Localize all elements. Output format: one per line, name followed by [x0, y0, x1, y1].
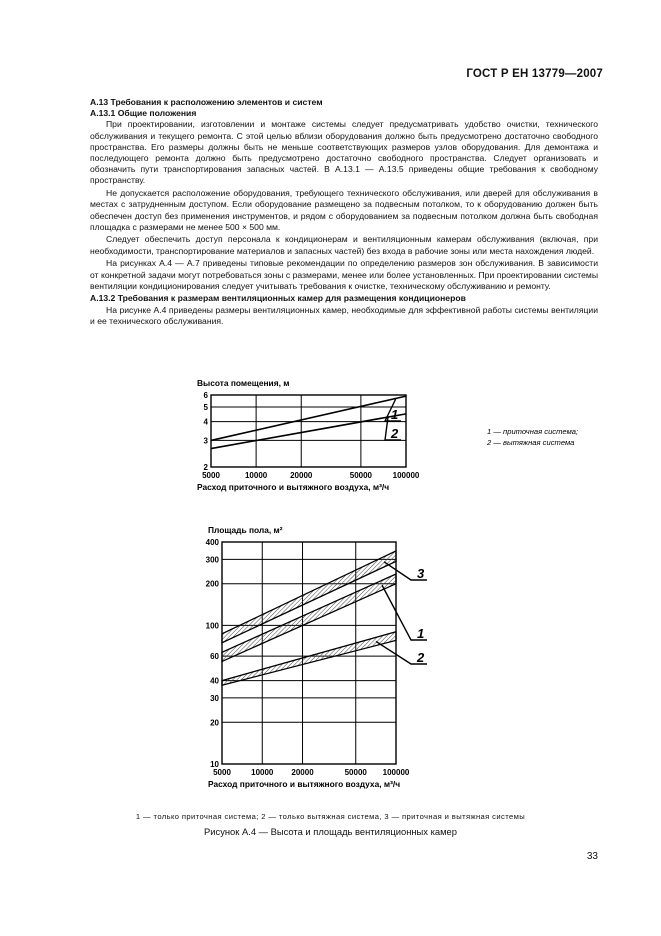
chart2-series-1-label: 1	[417, 626, 425, 641]
chart1-legend-item-2: 2 — вытяжная система	[487, 438, 575, 447]
chart2-ytick-label: 200	[205, 579, 219, 589]
chart1-ytick-label: 5	[203, 402, 208, 412]
chart1-ytick-label: 4	[203, 417, 208, 427]
chart1-xtick-label: 50000	[349, 471, 373, 480]
chart1-legend-item-1: 1 — приточная система;	[487, 427, 579, 436]
section-heading-a132: А.13.2 Требования к размерам вентиляционных камер для размещения кондиционеров	[90, 293, 466, 304]
chart2-xtick-label: 50000	[344, 768, 367, 777]
chart1-series-2-label: 2	[391, 426, 399, 441]
chart2-ylabel: Площадь пола, м²	[208, 525, 283, 535]
chart2-ytick-label: 400	[205, 538, 219, 547]
chart2-series-3-band	[222, 551, 396, 643]
chart2-ytick-label: 40	[210, 676, 219, 686]
height-chart	[197, 378, 420, 492]
figure-legend: 1 — только приточная система; 2 — только вытяжная система, 3 — приточная и вытяжная системы	[135, 812, 526, 821]
document-header: ГОСТ Р ЕН 13779—2007	[466, 68, 603, 80]
chart2-ytick-label: 60	[210, 652, 219, 662]
chart2-xtick-label: 100000	[382, 768, 410, 777]
chart2-ytick-label: 10	[210, 760, 219, 769]
chart2-series-3-label: 3	[417, 566, 425, 581]
chart2-series-2-band	[222, 632, 396, 685]
chart2-ytick-label: 100	[205, 621, 219, 631]
chart1-ytick-label: 3	[203, 436, 208, 446]
paragraph-1: При проектировании, изготовлении и монтаже системы следует предусматривать удобство очистки, технического обслуживания и текущего ремонта. С этой целью вблизи оборудования должно быть предусмотрено достаточно свободного пространства. Его размеры должны быть не меньше соответствующих размеров узлов оборудования. Для демонтажа и последующего ремонта должно быть предусмотрено достаточно свободного пространства. Следует организовать и обозначить пути транспортирования запасных частей. В А.13.1 — А.13.5 приведены общие требования к свободному пространству.	[90, 119, 598, 186]
paragraph-5: На рисунке А.4 приведены размеры вентиляционных камер, необходимые для эффективной работы системы вентиляции и ее технического обслуживания.	[90, 304, 598, 326]
floor-area-chart	[206, 525, 427, 789]
chart2-series-2-label: 2	[417, 650, 425, 665]
paragraph-2: Не допускается расположение оборудования, требующего технического обслуживания, или дверей для обслуживания в местах с затрудненным доступом. Если оборудование размещено за подвесным потолком, то к оборудованию должен быть обеспечен доступ без применения инструментов, и рядом с оборудованием за подвесным потолком должна быть свободная площадка с размерами не менее 500 × 500 мм.	[90, 188, 598, 232]
chart2-series-1-band	[222, 574, 396, 661]
chart2-ytick-label: 30	[210, 693, 219, 703]
chart2-ytick-label: 20	[210, 718, 219, 728]
chart1-series-1-label: 1	[391, 407, 399, 422]
figure-charts	[0, 368, 661, 848]
chart1-xlabel: Расход приточного и вытяжного воздуха, м³/ч	[197, 482, 390, 492]
page-number: 33	[586, 851, 598, 862]
chart1-xtick-label: 20000	[290, 471, 313, 480]
paragraph-4: На рисунках А.4 — А.7 приведены типовые рекомендации по определению размеров зон обслуживания. В зависимости от конкретной задачи могут потребоваться зоны с размерами, менее или более установленных. При проектировании системы вентиляции кондиционирования следует учитывать требования к очистке, техническому обслуживанию и ремонту.	[90, 258, 598, 291]
chart1-xtick-label: 5000	[202, 471, 220, 480]
section-heading-a13: А.13 Требования к расположению элементов и систем	[90, 97, 323, 107]
chart2-xtick-label: 20000	[291, 768, 314, 777]
chart2-frame	[222, 542, 396, 764]
chart1-xtick-label: 10000	[244, 471, 268, 480]
body-text	[90, 97, 598, 329]
chart2-xtick-label: 5000	[213, 768, 231, 777]
chart1-ylabel: Высота помещения, м	[197, 378, 290, 388]
chart1-xtick-label: 100000	[392, 471, 420, 480]
paragraph-3: Следует обеспечить доступ персонала к кондиционерам и вентиляционным камерам обслуживания (включая, при необходимости, транспортирование материалов и запасных частей) без входа в рабочие зоны или места нахождения людей.	[90, 234, 598, 256]
chart1-ytick-label: 2	[203, 463, 208, 472]
section-heading-a131: А.13.1 Общие положения	[90, 108, 197, 119]
figure-caption: Рисунок А.4 — Высота и площадь вентиляционных камер	[204, 826, 457, 837]
chart2-xlabel: Расход приточного и вытяжного воздуха, м³/ч	[208, 779, 401, 789]
chart1-ytick-label: 6	[203, 391, 208, 400]
chart2-ytick-label: 300	[205, 555, 219, 565]
chart2-xtick-label: 10000	[251, 768, 274, 777]
